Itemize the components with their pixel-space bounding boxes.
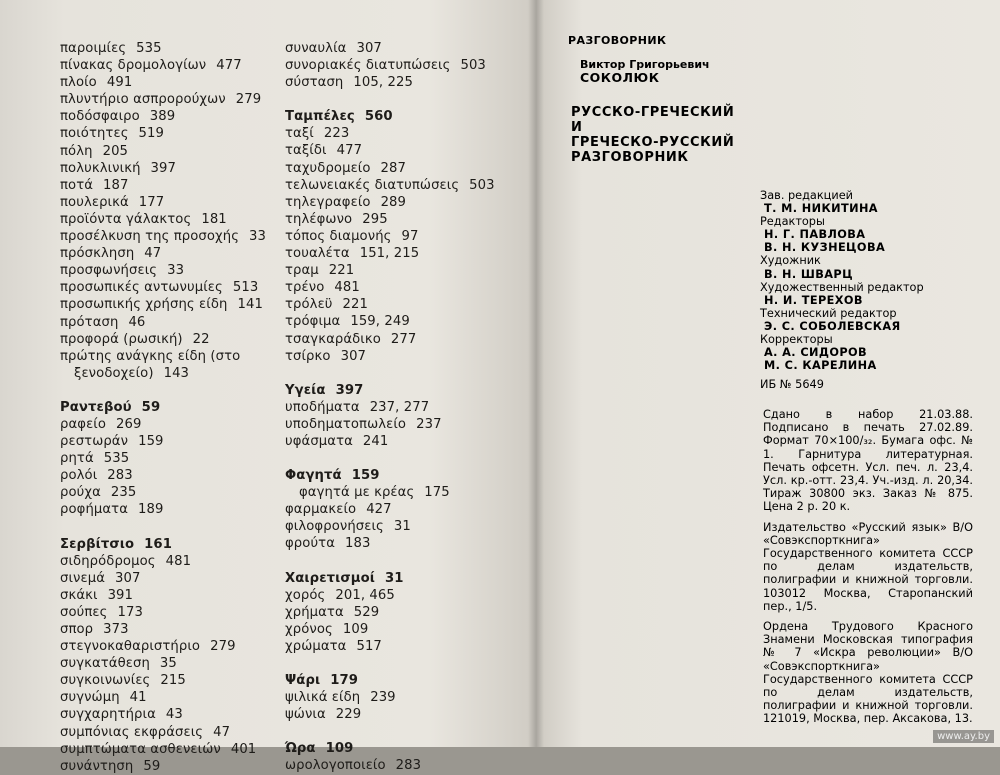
page-reference: 391 bbox=[107, 587, 134, 603]
index-entry bbox=[60, 570, 290, 587]
index-entry bbox=[285, 706, 525, 723]
index-term: συναυλία bbox=[285, 41, 347, 56]
index-entry bbox=[285, 313, 525, 330]
index-entry bbox=[285, 348, 525, 365]
index-entry bbox=[285, 194, 525, 211]
page-reference: 161 bbox=[144, 536, 172, 552]
page-reference: 307 bbox=[115, 570, 141, 586]
index-entry bbox=[60, 416, 290, 433]
index-entry bbox=[285, 757, 525, 774]
index-term: συνοριακές διατυπώσεις bbox=[285, 58, 451, 74]
section-gap bbox=[285, 91, 525, 108]
page-reference: 513 bbox=[232, 280, 259, 296]
page-reference: 477 bbox=[336, 143, 363, 159]
index-term: πλυντήριο ασπρορούχων bbox=[60, 92, 226, 108]
section-gap bbox=[285, 723, 525, 740]
page-reference: 59 bbox=[143, 758, 161, 774]
index-term: ποδόσφαιρο bbox=[60, 109, 140, 125]
index-entry bbox=[60, 604, 290, 621]
page-reference: 221 bbox=[342, 297, 369, 313]
index-term: συγχαρητήρια bbox=[60, 707, 156, 723]
page-reference: 235 bbox=[110, 485, 137, 501]
page-reference: 41 bbox=[129, 690, 147, 706]
index-entry bbox=[285, 177, 525, 194]
index-term: τελωνειακές διατυπώσεις bbox=[285, 177, 460, 193]
index-term: σιδηρόδρομος bbox=[60, 553, 156, 569]
page-reference: 109 bbox=[325, 741, 354, 757]
index-entry bbox=[285, 296, 525, 313]
page-reference: 519 bbox=[138, 126, 165, 142]
index-entry bbox=[285, 518, 525, 535]
author-name: Виктор Григорьевич bbox=[580, 58, 710, 71]
index-entry bbox=[60, 484, 290, 501]
page-reference: 177 bbox=[138, 194, 165, 210]
page-reference: 239 bbox=[370, 690, 396, 706]
index-term: πλοίο bbox=[60, 75, 97, 91]
author-surname: СОКОЛЮК bbox=[580, 70, 660, 85]
page-reference: 279 bbox=[235, 92, 262, 108]
page-reference: 97 bbox=[401, 228, 419, 244]
index-entry bbox=[60, 194, 290, 211]
index-term: τραμ bbox=[285, 263, 319, 279]
index-entry bbox=[285, 621, 525, 638]
page-reference: 31 bbox=[384, 570, 404, 586]
index-term: τόπος διαμονής bbox=[285, 228, 392, 244]
index-term: φιλοφρονήσεις bbox=[285, 519, 384, 535]
page-reference: 307 bbox=[356, 41, 382, 56]
page-reference: 397 bbox=[150, 160, 177, 176]
credit-name: В. Н. КУЗНЕЦОВА bbox=[764, 241, 886, 255]
page-reference: 201, 465 bbox=[335, 587, 395, 603]
index-term: ροφήματα bbox=[60, 502, 129, 518]
index-term: σπορ bbox=[60, 622, 94, 637]
imprint-block bbox=[763, 408, 973, 733]
credit-name: Н. Г. ПАВЛОВА bbox=[764, 228, 866, 242]
ib-number: ИБ № 5649 bbox=[760, 378, 824, 392]
page-reference: 181 bbox=[201, 211, 227, 227]
index-entry bbox=[285, 74, 525, 91]
page-reference: 221 bbox=[328, 263, 355, 279]
series-title: РАЗГОВОРНИК bbox=[568, 34, 667, 47]
index-term: σινεμά bbox=[60, 570, 105, 586]
index-term: χρώματα bbox=[285, 638, 347, 654]
index-term: σκάκι bbox=[60, 587, 98, 603]
page-reference: 491 bbox=[106, 75, 133, 91]
section-gap bbox=[285, 655, 525, 672]
index-entry bbox=[60, 314, 290, 331]
page-reference: 287 bbox=[380, 160, 407, 176]
index-term: συγνώμη bbox=[60, 690, 120, 706]
index-entry bbox=[285, 689, 525, 706]
index-entry bbox=[60, 638, 290, 655]
index-term: τρόφιμα bbox=[285, 314, 341, 330]
page-reference: 560 bbox=[364, 109, 393, 125]
index-term: ψιλικά είδη bbox=[285, 690, 361, 706]
index-entry bbox=[285, 604, 525, 621]
page-reference: 279 bbox=[210, 639, 236, 655]
index-term: τρόλεϋ bbox=[285, 297, 333, 313]
index-entry bbox=[60, 467, 290, 484]
index-entry bbox=[60, 758, 290, 775]
index-term: πολυκλινική bbox=[60, 160, 141, 176]
page-reference: 283 bbox=[395, 758, 422, 774]
index-entry bbox=[285, 535, 525, 552]
index-term: ποιότητες bbox=[60, 126, 129, 142]
section-gap bbox=[60, 382, 290, 399]
index-entry bbox=[285, 433, 525, 450]
page-reference: 223 bbox=[323, 126, 350, 142]
index-entry bbox=[60, 74, 290, 91]
index-term: ποτά bbox=[60, 177, 94, 193]
index-section-heading bbox=[285, 108, 525, 125]
index-term: τηλεγραφείο bbox=[285, 194, 371, 210]
index-term: Ραντεβού bbox=[60, 399, 132, 415]
index-entry bbox=[60, 501, 290, 518]
page-reference: 481 bbox=[334, 280, 360, 296]
index-term: συγκατάθεση bbox=[60, 656, 150, 672]
index-term: ρούχα bbox=[60, 485, 101, 501]
index-entry bbox=[285, 262, 525, 279]
index-term: συγκοινωνίες bbox=[60, 673, 151, 689]
index-term: χρήματα bbox=[285, 604, 344, 620]
index-term: φαρμακείο bbox=[285, 502, 357, 518]
index-term: υφάσματα bbox=[285, 433, 353, 449]
index-entry bbox=[60, 40, 290, 57]
page-reference: 283 bbox=[107, 468, 133, 484]
index-section-heading bbox=[285, 570, 525, 587]
index-entry bbox=[285, 399, 525, 416]
index-section-heading bbox=[285, 467, 525, 484]
index-entry bbox=[60, 108, 290, 125]
credit-role: Художественный редактор bbox=[760, 280, 924, 294]
index-term: τηλέφωνο bbox=[285, 211, 353, 227]
index-entry bbox=[60, 621, 290, 638]
index-entry bbox=[285, 279, 525, 296]
index-entry bbox=[60, 587, 290, 604]
page-reference: 141 bbox=[237, 297, 263, 313]
index-entry bbox=[285, 245, 525, 262]
page-reference: 35 bbox=[159, 656, 177, 672]
page-reference: 173 bbox=[117, 604, 143, 620]
index-term: φρούτα bbox=[285, 536, 336, 552]
index-term: Ψάρι bbox=[285, 673, 321, 688]
page-reference: 307 bbox=[340, 348, 367, 364]
page-reference: 31 bbox=[393, 519, 411, 535]
page-reference: 229 bbox=[335, 707, 362, 723]
page-reference: 159 bbox=[138, 434, 164, 450]
index-term: πουλερικά bbox=[60, 194, 129, 210]
index-entry bbox=[60, 125, 290, 142]
page-reference: 477 bbox=[216, 58, 242, 74]
index-entry bbox=[60, 57, 290, 74]
page-reference: 535 bbox=[136, 41, 162, 56]
page-reference: 517 bbox=[356, 638, 382, 654]
page-reference: 179 bbox=[330, 673, 359, 688]
credit-name: М. С. КАРЕЛИНА bbox=[764, 359, 877, 373]
index-section-heading bbox=[285, 672, 525, 689]
page-reference: 105, 225 bbox=[353, 75, 413, 91]
index-term: προσφωνήσεις bbox=[60, 263, 158, 279]
index-term: παροιμίες bbox=[60, 41, 127, 56]
index-term: στεγνοκαθαριστήριο bbox=[60, 639, 201, 655]
index-term: ρητά bbox=[60, 451, 94, 467]
page-reference: 22 bbox=[192, 331, 210, 347]
index-term: πρόταση bbox=[60, 314, 119, 330]
page-reference: 529 bbox=[353, 604, 380, 620]
index-term: ξενοδοχείο) bbox=[74, 365, 154, 381]
index-term: υποδήματα bbox=[285, 399, 360, 415]
page-reference: 237, 277 bbox=[369, 399, 430, 415]
page-reference: 427 bbox=[366, 502, 392, 518]
index-column-b bbox=[285, 40, 525, 774]
page-reference: 289 bbox=[380, 194, 407, 210]
title-line: ГРЕЧЕСКО-РУССКИЙ bbox=[571, 135, 735, 150]
page-reference: 241 bbox=[362, 433, 389, 449]
index-entry bbox=[60, 160, 290, 177]
index-entry bbox=[60, 655, 290, 672]
imprint-print-details: Сдано в набор 21.03.88. Подписано в печать 27.02.89. Формат 70×100/₃₂. Бумага офс. № 1. Гарнитура литературная. Печать офсетн. Усл. печ. л. 23,4. Усл. кр.-отт. 23,4. Уч.-изд. л. 20,34. Тираж 30800 экз. Заказ № 875. Цена 2 р. 20 к. bbox=[763, 408, 973, 514]
credit-name: А. А. СИДОРОВ bbox=[764, 346, 868, 360]
page-reference: 143 bbox=[163, 365, 190, 381]
index-entry bbox=[60, 262, 290, 279]
section-gap bbox=[285, 365, 525, 382]
index-entry bbox=[60, 724, 290, 741]
index-entry bbox=[285, 501, 525, 518]
index-term: ταχυδρομείο bbox=[285, 160, 371, 176]
section-gap bbox=[285, 553, 525, 570]
index-term: ωρολογοποιείο bbox=[285, 758, 386, 774]
page-reference: 401 bbox=[230, 741, 257, 757]
title-line: РАЗГОВОРНИК bbox=[571, 150, 689, 165]
index-term: συμπτώματα ασθενειών bbox=[60, 741, 221, 757]
index-entry bbox=[60, 365, 290, 382]
index-term: τουαλέτα bbox=[285, 246, 350, 262]
page-reference: 187 bbox=[103, 177, 129, 193]
index-term: πόλη bbox=[60, 143, 93, 159]
page-reference: 47 bbox=[144, 246, 162, 262]
credit-name: Н. И. ТЕРЕХОВ bbox=[764, 293, 863, 307]
index-term: τσίρκο bbox=[285, 348, 331, 364]
page-reference: 205 bbox=[102, 143, 129, 159]
index-entry bbox=[285, 228, 525, 245]
index-entry bbox=[60, 553, 290, 570]
index-term: χορός bbox=[285, 587, 326, 603]
index-section-heading bbox=[285, 740, 525, 757]
page-reference: 503 bbox=[469, 177, 495, 193]
index-entry bbox=[285, 57, 525, 74]
index-entry bbox=[60, 245, 290, 262]
page-reference: 183 bbox=[345, 536, 371, 552]
credit-name: Т. М. НИКИТИНА bbox=[764, 202, 878, 216]
index-entry bbox=[60, 450, 290, 467]
title-line: РУССКО-ГРЕЧЕСКИЙ bbox=[571, 105, 735, 120]
section-gap bbox=[285, 450, 525, 467]
index-term: Ταμπέλες bbox=[285, 109, 355, 125]
index-entry bbox=[60, 433, 290, 450]
index-term: Φαγητά bbox=[285, 468, 342, 484]
index-term: πρώτης ανάγκης είδη (στο bbox=[60, 348, 241, 364]
index-term: ρολόι bbox=[60, 468, 98, 484]
index-entry bbox=[285, 416, 525, 433]
page-reference: 33 bbox=[167, 263, 185, 279]
page-reference: 389 bbox=[149, 109, 176, 125]
index-term: ραφείο bbox=[60, 416, 107, 432]
index-term: χρόνος bbox=[285, 621, 333, 637]
index-term: σύσταση bbox=[285, 75, 344, 91]
index-entry bbox=[285, 142, 525, 159]
index-term: πίνακας δρομολογίων bbox=[60, 58, 207, 74]
page-reference: 159, 249 bbox=[350, 314, 410, 330]
page-reference: 151, 215 bbox=[359, 246, 420, 262]
index-term: ψώνια bbox=[285, 707, 326, 723]
index-entry bbox=[60, 177, 290, 194]
page-reference: 373 bbox=[103, 622, 129, 637]
page-reference: 46 bbox=[128, 314, 146, 330]
index-term: φαγητά με κρέας bbox=[299, 485, 415, 501]
page-reference: 33 bbox=[249, 229, 267, 245]
page-reference: 189 bbox=[138, 502, 164, 518]
index-entry bbox=[60, 296, 290, 313]
index-term: ταξίδι bbox=[285, 143, 327, 159]
index-term: προϊόντα γάλακτος bbox=[60, 211, 192, 227]
index-term: Ώρα bbox=[285, 741, 316, 757]
page-reference: 269 bbox=[116, 416, 142, 432]
page-reference: 215 bbox=[160, 673, 186, 689]
page-reference: 237 bbox=[416, 416, 442, 432]
index-term: Υγεία bbox=[285, 382, 326, 398]
index-term: Χαιρετισμοί bbox=[285, 570, 375, 586]
index-entry bbox=[285, 484, 525, 501]
credit-name: В. Н. ШВАРЦ bbox=[764, 267, 853, 281]
index-entry bbox=[60, 706, 290, 723]
index-term: σούπες bbox=[60, 604, 108, 620]
index-column-a bbox=[60, 40, 290, 775]
book-title bbox=[571, 105, 734, 165]
index-entry bbox=[60, 143, 290, 160]
index-section-heading bbox=[285, 382, 525, 399]
credit-role: Редакторы bbox=[760, 215, 825, 229]
index-entry bbox=[60, 348, 290, 365]
credits-block bbox=[760, 189, 924, 391]
index-term: ρεστωράν bbox=[60, 434, 129, 450]
index-term: Σερβίτσιο bbox=[60, 536, 135, 552]
index-entry bbox=[60, 672, 290, 689]
index-term: συνάντηση bbox=[60, 758, 134, 774]
index-entry bbox=[285, 40, 525, 57]
index-entry bbox=[285, 125, 525, 142]
index-entry bbox=[60, 211, 290, 228]
watermark: www.ay.by bbox=[933, 730, 994, 743]
page-reference: 277 bbox=[390, 331, 417, 347]
index-term: τρένο bbox=[285, 280, 325, 296]
index-section-heading bbox=[60, 399, 290, 416]
index-entry bbox=[60, 91, 290, 108]
page-reference: 397 bbox=[335, 382, 364, 398]
index-term: προφορά (ρωσική) bbox=[60, 331, 183, 347]
page-reference: 175 bbox=[424, 485, 450, 501]
index-term: προσωπικές αντωνυμίες bbox=[60, 280, 223, 296]
credit-role: Корректоры bbox=[760, 333, 833, 347]
index-term: συμπόνιας εκφράσεις bbox=[60, 724, 204, 740]
page-reference: 503 bbox=[460, 58, 486, 74]
page-reference: 295 bbox=[362, 211, 388, 227]
imprint-publisher: Издательство «Русский язык» В/О «Совэкспорткнига» Государственного комитета СССР по делам издательств, полиграфии и книжной торговли. 103012 Москва, Старопанский пер., 1/5. bbox=[763, 520, 973, 613]
index-term: προσωπικής χρήσης είδη bbox=[60, 297, 228, 313]
page-reference: 59 bbox=[141, 399, 161, 415]
index-section-heading bbox=[60, 536, 290, 553]
index-term: τσαγκαράδικο bbox=[285, 331, 381, 347]
index-entry bbox=[285, 638, 525, 655]
index-entry bbox=[285, 211, 525, 228]
title-line: И bbox=[571, 120, 583, 135]
page-reference: 159 bbox=[351, 468, 380, 484]
index-entry bbox=[285, 160, 525, 177]
credit-role: Технический редактор bbox=[760, 306, 897, 320]
page-reference: 109 bbox=[342, 621, 369, 637]
index-entry bbox=[60, 331, 290, 348]
section-gap bbox=[60, 519, 290, 536]
index-entry bbox=[285, 331, 525, 348]
credit-name: Э. С. СОБОЛЕВСКАЯ bbox=[764, 319, 901, 333]
imprint-printer: Ордена Трудового Красного Знамени Московская типография № 7 «Искра революции» В/О «Совэкспорткнига» Государственного комитета СССР по делам издательств, полиграфии и книжной торговли. 121019, Москва, пер. Аксакова, 13. bbox=[763, 620, 973, 726]
index-entry bbox=[60, 228, 290, 245]
credit-role: Художник bbox=[760, 254, 821, 268]
page-reference: 47 bbox=[213, 724, 231, 740]
book-gutter bbox=[528, 0, 544, 747]
index-entry bbox=[60, 689, 290, 706]
credit-role: Зав. редакцией bbox=[760, 189, 854, 202]
index-term: προσέλκυση της προσοχής bbox=[60, 229, 240, 245]
page-reference: 481 bbox=[165, 553, 192, 569]
page-reference: 43 bbox=[165, 707, 183, 723]
index-entry bbox=[60, 279, 290, 296]
page-reference: 535 bbox=[103, 451, 130, 467]
index-term: υποδηματοπωλείο bbox=[285, 416, 407, 432]
index-term: πρόσκληση bbox=[60, 246, 135, 262]
index-entry bbox=[285, 587, 525, 604]
index-entry bbox=[60, 741, 290, 758]
index-term: ταξί bbox=[285, 126, 314, 142]
